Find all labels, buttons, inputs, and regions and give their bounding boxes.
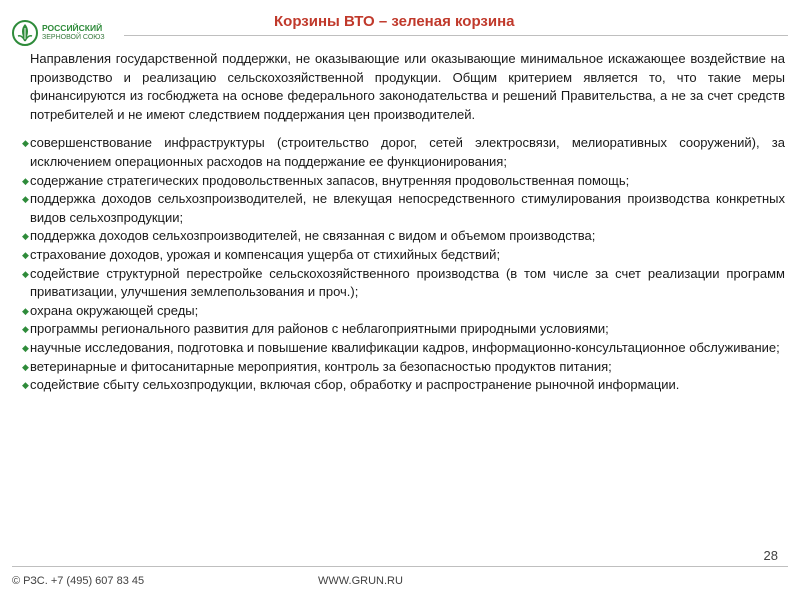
bullet-text: охрана окружающей среды; — [30, 302, 199, 318]
bullet-text: научные исследования, подготовка и повышение квалификации кадров, информационно-консультационное обслуживание; — [30, 339, 780, 355]
bullet-item — [24, 302, 785, 321]
bullet-item — [24, 246, 785, 265]
bullet-text: содействие сбыту сельхозпродукции, включая сбор, обработку и распространение рыночной информации. — [30, 377, 680, 393]
bullet-item — [24, 320, 785, 339]
bullet-item — [24, 227, 785, 246]
bullet-text: содержание стратегических продовольственных запасов, внутренняя продовольственная помощь; — [30, 172, 630, 188]
diamond-bullet-icon: ◆ — [22, 324, 29, 335]
bullet-item — [24, 339, 785, 358]
diamond-bullet-icon: ◆ — [22, 231, 29, 242]
bullet-item — [24, 190, 785, 227]
logo-line1: РОССИЙСКИЙ — [42, 23, 103, 33]
bullet-item — [24, 172, 785, 191]
diamond-bullet-icon: ◆ — [22, 361, 29, 372]
slide-title: Корзины ВТО – зеленая корзина — [274, 13, 515, 30]
bullet-text: содействие структурной перестройке сельскохозяйственного производства (в том числе за счет реализации программ приватизации, улучшения землепользования и проч.); — [30, 265, 785, 300]
diamond-bullet-icon: ◆ — [22, 138, 29, 149]
bullet-item — [24, 376, 785, 395]
logo — [12, 20, 105, 46]
diamond-bullet-icon: ◆ — [22, 342, 29, 353]
bullet-item — [24, 134, 785, 171]
bullet-text: поддержка доходов сельхозпроизводителей, не влекущая непосредственного стимулирования производства конкретных видов сельхозпродукции; — [30, 191, 785, 225]
bullet-item — [24, 265, 785, 302]
bullet-text: страхование доходов, урожая и компенсация ущерба от стихийных бедствий; — [30, 246, 501, 262]
footer-divider — [12, 566, 788, 567]
diamond-bullet-icon: ◆ — [22, 249, 29, 260]
diamond-bullet-icon: ◆ — [22, 194, 29, 205]
bullet-text: совершенствование инфраструктуры (строительство дорог, сетей электросвязи, мелиоративных сооружений), за исключением операционных расходов на поддержание ее функционирования; — [30, 135, 785, 169]
intro-paragraph: Направления государственной поддержки, не оказывающие или оказывающие минимальное искажающее воздействие на производство и реализацию сельскохозяйственной продукции. Общим критерием является то, что такие меры финансируются из госбюджета на основе федерального законодательства и решений Правительства, а не за счет средств потребителей и не имеют следствием поддержания цен производителей. — [30, 51, 785, 122]
bullet-text: программы регионального развития для районов с неблагоприятными природными условиями; — [30, 321, 609, 337]
diamond-bullet-icon: ◆ — [22, 175, 29, 186]
header-divider — [124, 35, 788, 36]
wheat-leaf-icon — [12, 20, 38, 46]
bullet-text: поддержка доходов сельхозпроизводителей, не связанная с видом и объемом производства; — [30, 228, 596, 244]
diamond-bullet-icon: ◆ — [22, 268, 29, 279]
footer-copyright: © РЗС. +7 (495) 607 83 45 — [12, 575, 145, 587]
logo-text — [42, 24, 105, 42]
diamond-bullet-icon: ◆ — [22, 305, 29, 316]
page-number: 28 — [763, 548, 778, 563]
slide-content — [24, 50, 785, 395]
bullet-text: ветеринарные и фитосанитарные мероприятия, контроль за безопасностью продуктов питания; — [30, 358, 612, 374]
logo-line2: ЗЕРНОВОЙ СОЮЗ — [42, 34, 105, 41]
bullet-item — [24, 358, 785, 377]
footer-url: WWW.GRUN.RU — [318, 575, 403, 587]
diamond-bullet-icon: ◆ — [22, 380, 29, 391]
bullet-list — [24, 134, 785, 394]
